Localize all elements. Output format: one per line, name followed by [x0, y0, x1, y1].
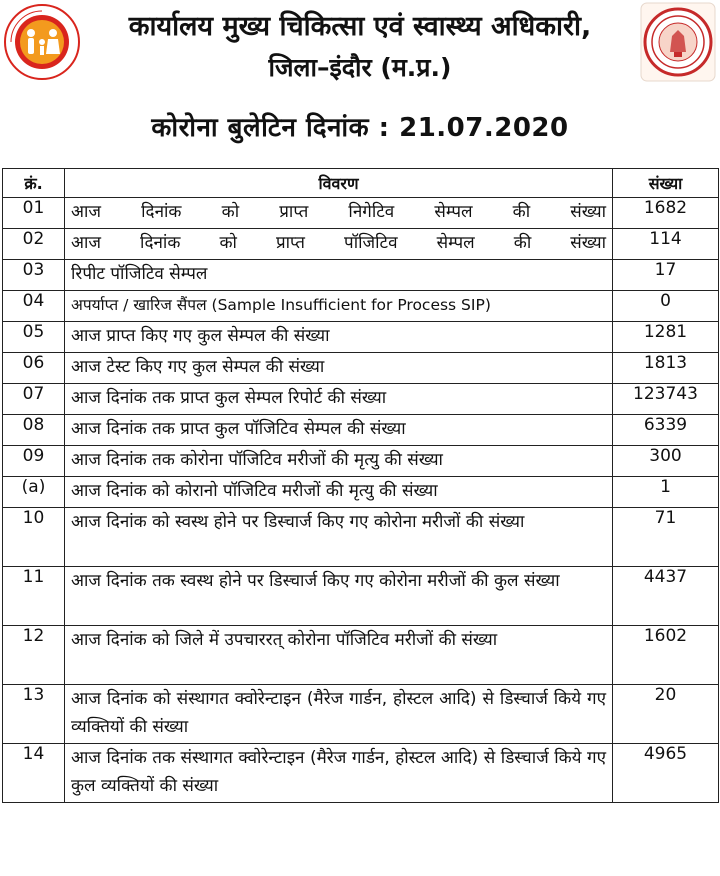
row-serial: 05	[3, 322, 65, 353]
table-row	[3, 229, 719, 260]
table-row	[3, 685, 719, 744]
row-count: 71	[613, 508, 719, 567]
table-row	[3, 744, 719, 803]
row-description: आज दिनांक को स्वस्थ होने पर डिस्चार्ज किए गए कोरोना मरीजों की संख्या	[65, 508, 613, 567]
govt-seal-icon	[640, 2, 716, 82]
table-row	[3, 384, 719, 415]
row-description: रिपीट पॉजिटिव सेम्पल	[65, 260, 613, 291]
row-serial: 06	[3, 353, 65, 384]
nhm-logo-icon	[2, 2, 82, 82]
table-row	[3, 508, 719, 567]
row-serial: 04	[3, 291, 65, 322]
row-count: 300	[613, 446, 719, 477]
row-serial: 14	[3, 744, 65, 803]
table-header-row	[3, 169, 719, 198]
row-count: 1682	[613, 198, 719, 229]
row-serial: 10	[3, 508, 65, 567]
row-count: 4437	[613, 567, 719, 626]
row-serial: 12	[3, 626, 65, 685]
row-serial: 07	[3, 384, 65, 415]
table-row	[3, 626, 719, 685]
table-row	[3, 198, 719, 229]
row-description: आज दिनांक को जिले में उपचाररत् कोरोना पॉजिटिव मरीजों की संख्या	[65, 626, 613, 685]
table-row	[3, 446, 719, 477]
table-row	[3, 291, 719, 322]
row-count: 1281	[613, 322, 719, 353]
district-title: जिला–इंदौर (म.प्र.)	[268, 53, 452, 82]
bulletin-date-heading: कोरोना बुलेटिन दिनांक : 21.07.2020	[151, 113, 569, 143]
row-count: 0	[613, 291, 719, 322]
row-count: 1813	[613, 353, 719, 384]
table-row	[3, 353, 719, 384]
row-serial: 02	[3, 229, 65, 260]
row-count: 17	[613, 260, 719, 291]
table-row	[3, 415, 719, 446]
bulletin-table	[2, 168, 719, 803]
row-description: आज दिनांक तक प्राप्त कुल सेम्पल रिपोर्ट की संख्या	[65, 384, 613, 415]
row-serial: 03	[3, 260, 65, 291]
row-count: 114	[613, 229, 719, 260]
row-description: आज टेस्ट किए गए कुल सेम्पल की संख्या	[65, 353, 613, 384]
header-count: संख्या	[613, 169, 719, 198]
row-description: आज दिनांक तक प्राप्त कुल पॉजिटिव सेम्पल की संख्या	[65, 415, 613, 446]
row-count: 4965	[613, 744, 719, 803]
row-count: 1	[613, 477, 719, 508]
table-row	[3, 567, 719, 626]
row-count: 1602	[613, 626, 719, 685]
row-description: आज दिनांक तक कोरोना पॉजिटिव मरीजों की मृत्यु की संख्या	[65, 446, 613, 477]
row-count: 123743	[613, 384, 719, 415]
row-serial: 08	[3, 415, 65, 446]
row-description: आज दिनांक तक स्वस्थ होने पर डिस्चार्ज किए गए कोरोना मरीजों की कुल संख्या	[65, 567, 613, 626]
row-description: आज प्राप्त किए गए कुल सेम्पल की संख्या	[65, 322, 613, 353]
row-count: 20	[613, 685, 719, 744]
row-description: आज दिनांक को संस्थागत क्वोरेन्टाइन (मैरेज गार्डन, होस्टल आदि) से डिस्चार्ज किये गए व्यक्तियों की संख्या	[65, 685, 613, 744]
row-serial: 11	[3, 567, 65, 626]
row-serial: (a)	[3, 477, 65, 508]
row-serial: 13	[3, 685, 65, 744]
row-description: आज दिनांक को प्राप्त निगेटिव सेम्पल की संख्या	[65, 198, 613, 229]
header-serial: क्रं.	[3, 169, 65, 198]
table-row	[3, 322, 719, 353]
row-serial: 01	[3, 198, 65, 229]
office-title: कार्यालय मुख्य चिकित्सा एवं स्वास्थ्य अधिकारी,	[128, 11, 592, 42]
table-row	[3, 260, 719, 291]
row-serial: 09	[3, 446, 65, 477]
header-description: विवरण	[65, 169, 613, 198]
row-description: आज दिनांक को प्राप्त पॉजिटिव सेम्पल की संख्या	[65, 229, 613, 260]
table-row	[3, 477, 719, 508]
row-description: आज दिनांक तक संस्थागत क्वोरेन्टाइन (मैरेज गार्डन, होस्टल आदि) से डिस्चार्ज किये गए कुल व्यक्तियों की संख्या	[65, 744, 613, 803]
document-header	[0, 0, 720, 160]
row-description: अपर्याप्त / खारिज सैंपल (Sample Insufficient for Process SIP)	[65, 291, 613, 322]
row-description: आज दिनांक को कोरानो पॉजिटिव मरीजों की मृत्यु की संख्या	[65, 477, 613, 508]
row-count: 6339	[613, 415, 719, 446]
